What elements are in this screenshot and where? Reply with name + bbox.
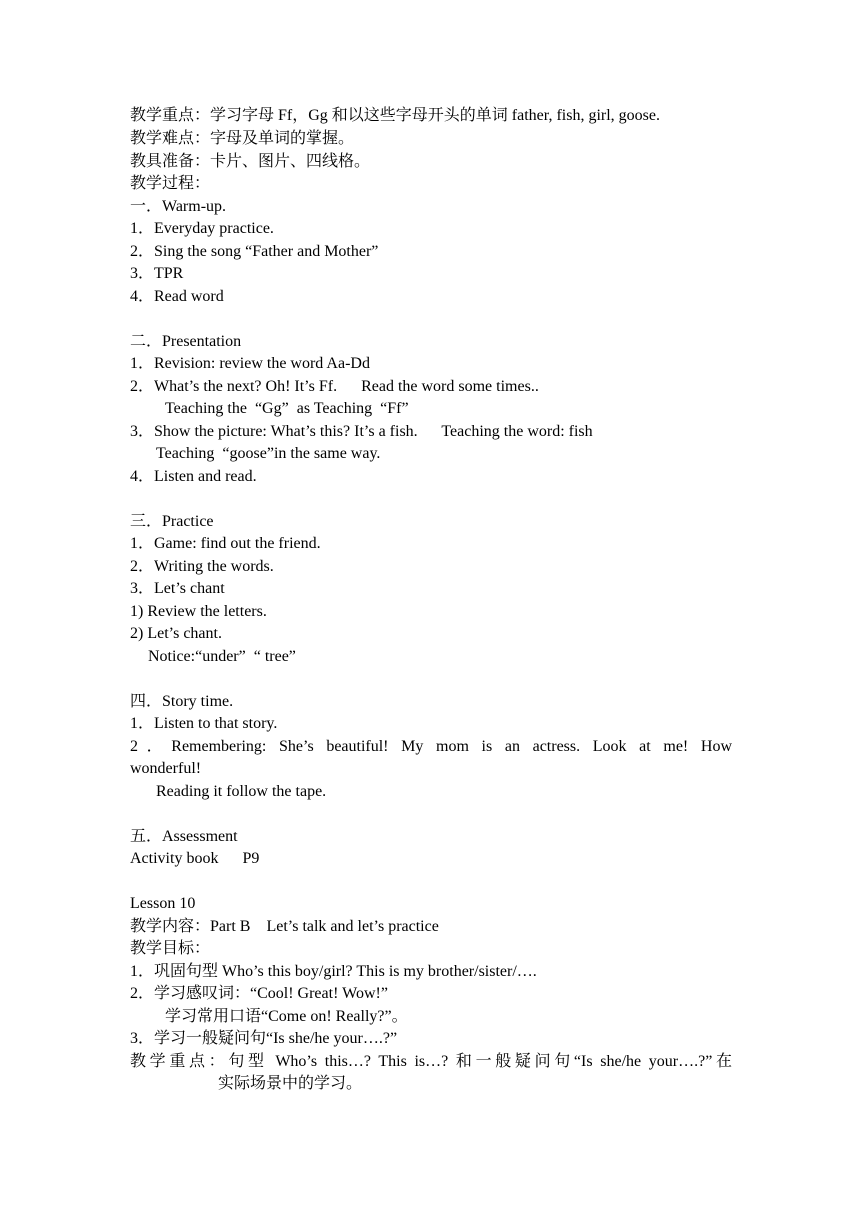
key-points-line: 教学重点：学习字母 Ff，Gg 和以这些字母开头的单词 father, fish, girl, goose. xyxy=(130,107,660,124)
section-warmup-heading: 一．Warm-up. xyxy=(130,198,227,215)
materials-line: 教具准备：卡片、图片、四线格。 xyxy=(130,153,371,170)
process-heading: 教学过程： xyxy=(130,175,211,192)
key-points-line-2: 教学重点：句型 Who’s this…? This is…? 和一般疑问句“Is she/he your….?”在 xyxy=(130,1053,732,1070)
list-item: 4．Read word xyxy=(130,288,224,305)
list-item-detail: Teaching “goose”in the same way. xyxy=(156,445,381,462)
section-assessment-heading: 五．Assessment xyxy=(130,828,238,845)
section-practice-heading: 三．Practice xyxy=(130,513,214,530)
list-item: 2) Let’s chant. xyxy=(130,625,222,642)
list-item: 1．Everyday practice. xyxy=(130,220,274,237)
list-item: 2．学习感叹词：“Cool! Great! Wow!” xyxy=(130,985,388,1002)
list-item-detail: Notice:“under” “ tree” xyxy=(148,648,296,665)
section-presentation-heading: 二．Presentation xyxy=(130,333,242,350)
list-item: 3．TPR xyxy=(130,265,184,282)
list-item: 1．Listen to that story. xyxy=(130,715,278,732)
list-item: 1) Review the letters. xyxy=(130,603,267,620)
difficulties-line: 教学难点：字母及单词的掌握。 xyxy=(130,130,355,147)
list-item: 3．Let’s chant xyxy=(130,580,225,597)
list-item-detail: 学习常用口语“Come on! Really?”。 xyxy=(165,1008,408,1025)
list-item: 3．学习一般疑问句“Is she/he your….?” xyxy=(130,1030,398,1047)
list-item-detail: Reading it follow the tape. xyxy=(156,783,327,800)
lesson-title: Lesson 10 xyxy=(130,895,196,912)
list-item-detail: Teaching the “Gg” as Teaching “Ff” xyxy=(165,400,409,417)
list-item: 2．Sing the song “Father and Mother” xyxy=(130,243,379,260)
key-points-continuation: 实际场景中的学习。 xyxy=(218,1075,363,1092)
list-item: 1．巩固句型 Who’s this boy/girl? This is my brother/sister/…. xyxy=(130,963,537,980)
assessment-line: Activity book P9 xyxy=(130,850,260,867)
list-item: 2．What’s the next? Oh! It’s Ff. Read the word some times.. xyxy=(130,378,539,395)
list-item-justified: 2．Remembering: She’s beautiful! My mom is an actress. Look at me! How xyxy=(130,738,732,755)
list-item: 2．Writing the words. xyxy=(130,558,274,575)
list-item: 1．Game: find out the friend. xyxy=(130,535,321,552)
list-item-continuation: wonderful! xyxy=(130,760,202,777)
section-story-heading: 四．Story time. xyxy=(130,693,234,710)
list-item: 3．Show the picture: What’s this? It’s a fish. Teaching the word: fish xyxy=(130,423,593,440)
goals-heading: 教学目标： xyxy=(130,940,211,957)
list-item: 4．Listen and read. xyxy=(130,468,257,485)
list-item: 1．Revision: review the word Aa-Dd xyxy=(130,355,370,372)
content-line: 教学内容：Part B Let’s talk and let’s practice xyxy=(130,918,439,935)
